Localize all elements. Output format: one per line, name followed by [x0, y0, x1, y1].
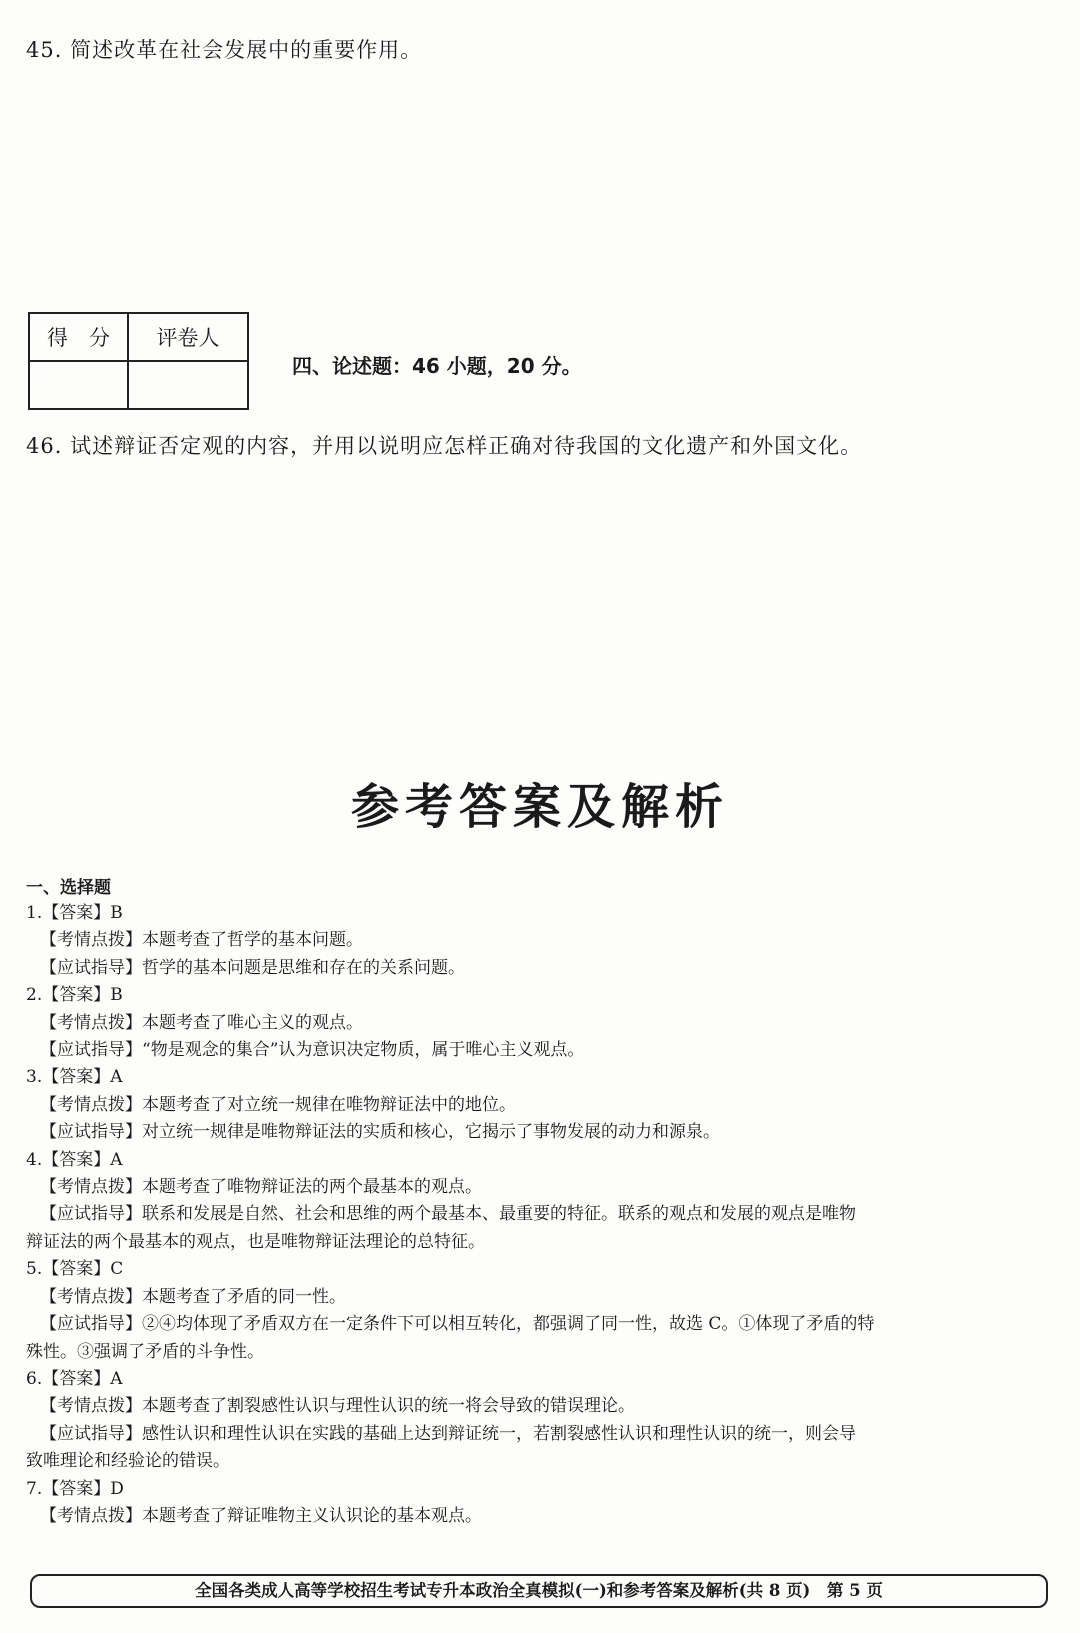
guide-line: 【应试指导】感性认识和理性认识在实践的基础上达到辩证统一，若割裂感性认识和理性认识的统一，则会导 [40, 1423, 856, 1444]
guide-line: 【应试指导】“物是观念的集合”认为意识决定物质，属于唯心主义观点。 [40, 1040, 585, 1061]
point-line: 【考情点拨】本题考查了割裂感性认识与理性认识的统一将会导致的错误理论。 [40, 1396, 635, 1417]
answer-item [26, 982, 1056, 1064]
guide-line: 【应试指导】对立统一规律是唯物辩证法的实质和核心，它揭示了事物发展的动力和源泉。 [40, 1122, 720, 1143]
point-line: 【考情点拨】本题考查了唯物辩证法的两个最基本的观点。 [40, 1177, 482, 1198]
point-line: 【考情点拨】本题考查了哲学的基本问题。 [40, 930, 363, 951]
section-4-title: 四、论述题：46 小题，20 分。 [292, 354, 582, 378]
point-line: 【考情点拨】本题考查了矛盾的同一性。 [40, 1286, 346, 1307]
point-line: 【考情点拨】本题考查了对立统一规律在唯物辩证法中的地位。 [40, 1094, 516, 1115]
guide-line-continued: 殊性。③强调了矛盾的斗争性。 [26, 1341, 264, 1362]
point-line: 【考情点拨】本题考查了唯心主义的观点。 [40, 1012, 363, 1033]
guide-line: 【应试指导】②④均体现了矛盾双方在一定条件下可以相互转化，都强调了同一性，故选 C。①体现了矛盾的特 [40, 1314, 875, 1335]
score-label: 得 分 [29, 313, 128, 361]
score-cell [29, 361, 128, 409]
question-45: 45. 简述改革在社会发展中的重要作用。 [26, 38, 423, 62]
point-line: 【考情点拨】本题考查了辩证唯物主义认识论的基本观点。 [40, 1505, 482, 1526]
answer-line: 4.【答案】A [26, 1149, 123, 1170]
section-1-title: 一、选择题 [26, 878, 111, 898]
grader-cell [128, 361, 248, 409]
answer-key-title: 参考答案及解析 [350, 779, 729, 835]
answer-line: 2.【答案】B [26, 985, 123, 1006]
answer-line: 6.【答案】A [26, 1368, 123, 1389]
answer-item [26, 1476, 1056, 1531]
answer-line: 5.【答案】C [26, 1259, 124, 1280]
question-46: 46. 试述辩证否定观的内容，并用以说明应怎样正确对待我国的文化遗产和外国文化。 [26, 434, 863, 458]
answer-item [26, 900, 1056, 982]
answer-item [26, 1366, 1056, 1476]
guide-line: 【应试指导】联系和发展是自然、社会和思维的两个最基本、最重要的特征。联系的观点和发展的观点是唯物 [40, 1204, 856, 1225]
guide-line-continued: 致唯理论和经验论的错误。 [26, 1451, 230, 1472]
answer-item [26, 1147, 1056, 1257]
guide-line: 【应试指导】哲学的基本问题是思维和存在的关系问题。 [40, 957, 465, 978]
answer-item [26, 1256, 1056, 1366]
answer-item [26, 1064, 1056, 1146]
answer-line: 1.【答案】B [26, 903, 123, 923]
guide-line-continued: 辩证法的两个最基本的观点，也是唯物辩证法理论的总特征。 [26, 1231, 485, 1252]
grader-label: 评卷人 [128, 313, 248, 361]
score-table [28, 312, 249, 410]
answer-list [26, 876, 1056, 1530]
page-footer: 全国各类成人高等学校招生考试专升本政治全真模拟(一)和参考答案及解析(共 8 页) 第 5 页 [30, 1574, 1048, 1608]
answer-line: 7.【答案】D [26, 1478, 124, 1499]
answer-line: 3.【答案】A [26, 1067, 123, 1088]
